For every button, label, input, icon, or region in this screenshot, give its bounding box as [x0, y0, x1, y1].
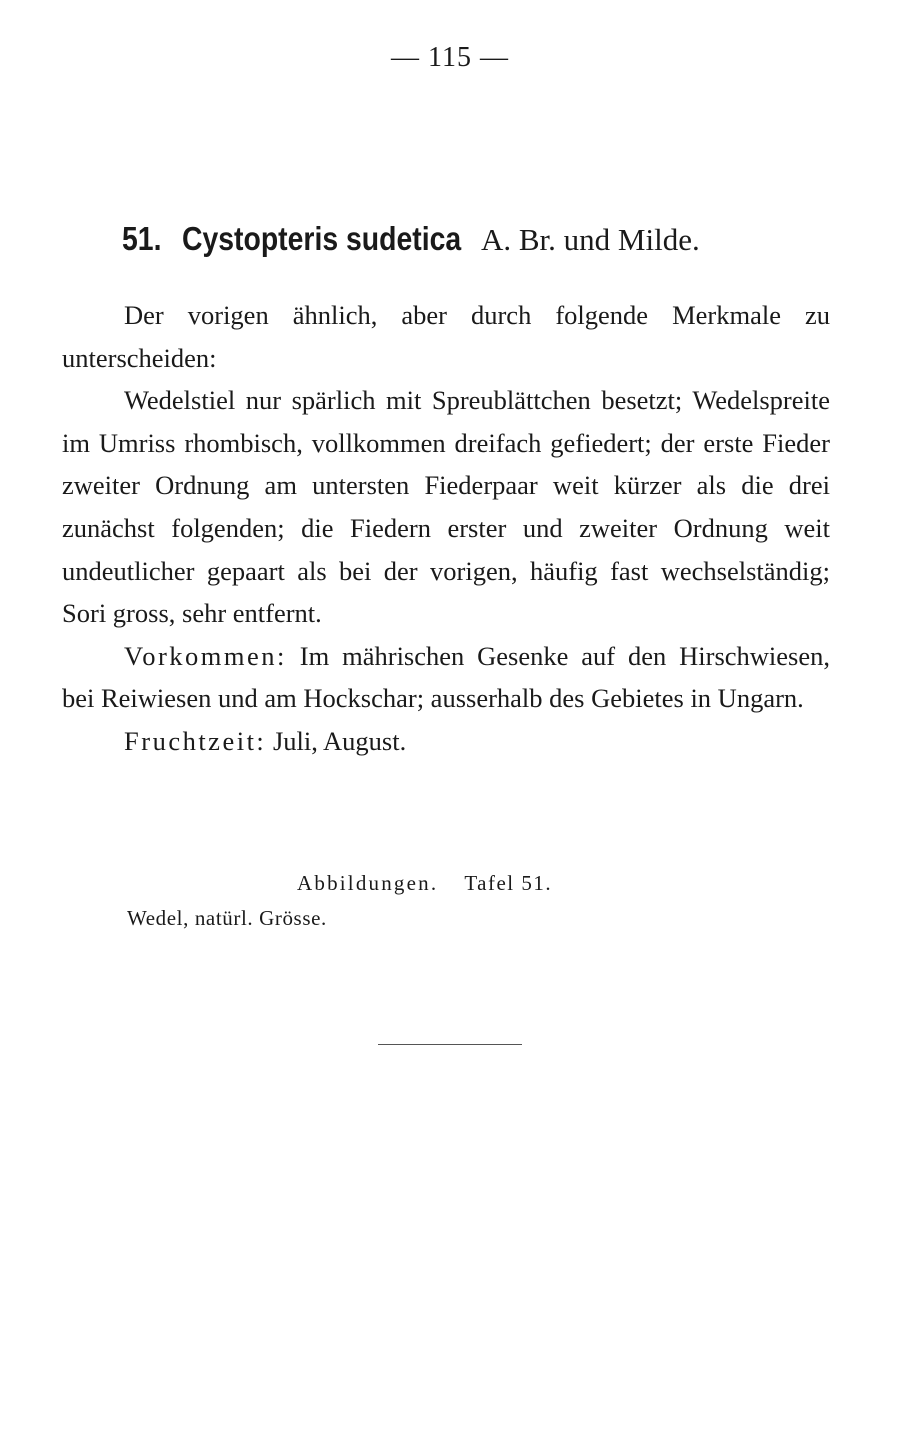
intro-paragraph: Der vorigen ähnlich, aber durch folgende Merkmale zu unterscheiden: — [62, 300, 830, 373]
fruit-time-label: Fruchtzeit: — [124, 725, 267, 756]
occurrence-paragraph — [62, 635, 830, 720]
illustrations-title — [0, 866, 900, 900]
occurrence-text: Im mährischen Gesenke auf den Hirschwiesen, bei Reiwiesen und am Hockschar; ausserhalb des Gebietes in Ungarn. — [62, 640, 830, 714]
illustrations-caption — [0, 866, 900, 936]
description-paragraph: Wedelstiel nur spärlich mit Spreublättchen besetzt; Wedelspreite im Umriss rhombisch, vollkommen dreifach gefiedert; der erste Fieder zweiter Ordnung am untersten Fiederpaar weit kürzer als die drei zunächst folgenden; die Fiedern erster und zweiter Ordnung weit undeutlicher gepaart als bei der vorigen, häufig fast wechselständig; Sori gross, sehr entfernt. — [62, 385, 830, 629]
species-author: A. Br. und Milde. — [480, 222, 700, 257]
illustration-description: Wedel, natürl. Grösse. — [127, 906, 327, 930]
occurrence-label: Vorkommen: — [124, 640, 287, 671]
fruit-time-paragraph — [62, 720, 830, 763]
plate-reference: Tafel 51. — [464, 871, 553, 895]
species-name: Cystopteris sudetica — [182, 220, 462, 257]
section-divider — [378, 1044, 522, 1045]
page-number: — 115 — — [391, 42, 509, 73]
fruit-time-text: Juli, August. — [272, 725, 407, 756]
species-number: 51. — [122, 220, 162, 257]
illustrations-label: Abbildungen. — [297, 871, 439, 895]
species-heading — [122, 220, 842, 259]
description-text — [62, 294, 830, 763]
